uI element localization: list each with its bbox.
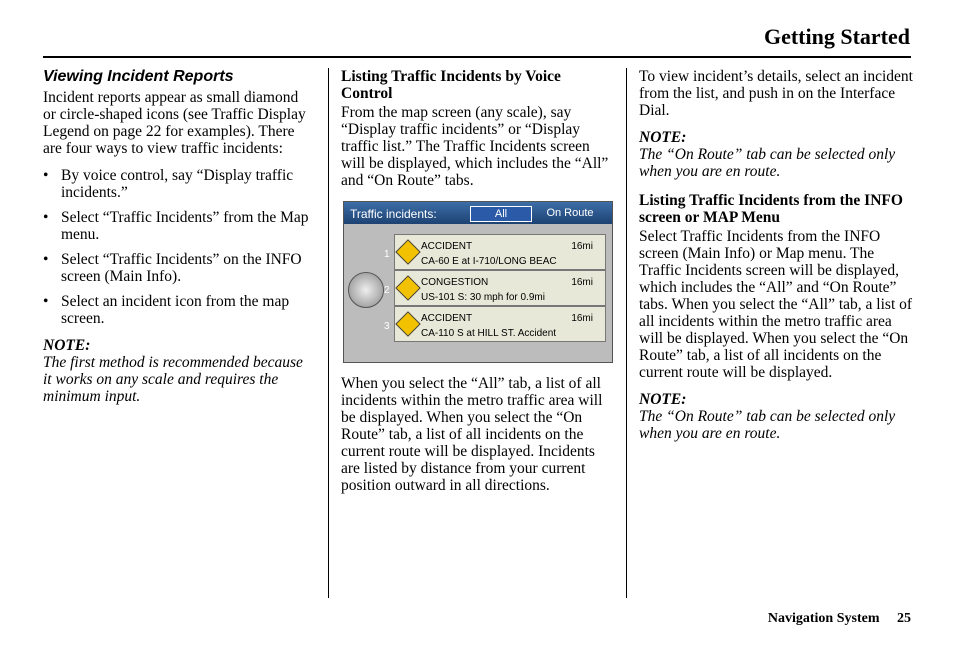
incident-distance: 16mi <box>571 277 593 288</box>
note <box>639 391 914 442</box>
congestion-icon <box>395 275 420 300</box>
screen-body <box>344 224 612 362</box>
incident-row <box>394 234 606 270</box>
column-3 <box>639 68 914 442</box>
section-heading: Listing Traffic Incidents from the INFO screen or MAP Menu <box>639 192 903 226</box>
row-number: 2 <box>384 285 390 296</box>
note-text: The “On Route” tab can be selected only when you are en route. <box>639 408 896 442</box>
header-rule <box>43 56 911 58</box>
column-divider <box>328 68 329 598</box>
paragraph: When you select the “All” tab, a list of all incidents within the metro traffic area will be displayed. When you select the “On Route” tab, a list of all incidents on the current route will be displayed. Incidents are listed by distance from your current position outward in all directions. <box>341 375 603 494</box>
row-number: 1 <box>384 249 390 260</box>
warning-icon <box>395 239 420 264</box>
column-1 <box>43 68 315 405</box>
tab-all: All <box>470 206 532 222</box>
section-heading: Listing Traffic Incidents by Voice Control <box>341 68 561 102</box>
method-list <box>43 167 315 327</box>
note-text: The first method is recommended because it works on any scale and requires the minimum input. <box>43 354 303 405</box>
dial-icon <box>348 272 384 308</box>
section-heading: Viewing Incident Reports <box>43 68 234 85</box>
paragraph: To view incident’s details, select an incident from the list, and push in on the Interface Dial. <box>639 68 913 119</box>
incident-row <box>394 306 606 342</box>
intro-paragraph: Incident reports appear as small diamond or circle-shaped icons (see Traffic Display Legend on page 22 for examples). There are four ways to view traffic incidents: <box>43 89 306 157</box>
note-text: The “On Route” tab can be selected only when you are en route. <box>639 146 896 180</box>
note-label: NOTE: <box>639 129 687 146</box>
incident-row <box>394 270 606 306</box>
list-item: • Select “Traffic Incidents” from the Map menu. <box>43 209 315 243</box>
warning-icon <box>395 311 420 336</box>
note <box>43 337 315 405</box>
incident-type: CONGESTION <box>421 277 489 288</box>
note <box>639 129 914 180</box>
page-footer <box>754 611 911 627</box>
footer-label: Navigation System <box>767 611 880 626</box>
screen-titlebar <box>344 202 612 224</box>
incident-type: ACCIDENT <box>421 313 473 324</box>
paragraph: From the map screen (any scale), say “Display traffic incidents” or “Display traffic list.” The Traffic Incidents screen will be displayed, which includes the “All” and “On Route” tabs. <box>341 104 609 189</box>
page-number: 25 <box>897 611 911 626</box>
paragraph: Select Traffic Incidents from the INFO screen (Main Info) or Map menu. The Traffic Incidents screen will be displayed, which includes the “All” and “On Route” tabs. When you select the “All” tab, a list of all incidents within the metro traffic area will be displayed. When you select the “On Route” tab, a list of all incidents on the current route will be displayed. <box>639 228 913 381</box>
incident-type: ACCIDENT <box>421 241 473 252</box>
incident-detail: CA-110 S at HILL ST. Accident <box>421 328 557 339</box>
note-label: NOTE: <box>639 391 687 408</box>
note-label: NOTE: <box>43 337 91 354</box>
list-item: • By voice control, say “Display traffic incidents.” <box>43 167 315 201</box>
column-divider <box>626 68 627 598</box>
incident-detail: US-101 S: 30 mph for 0.9mi <box>421 292 545 303</box>
column-2 <box>341 68 613 504</box>
incident-distance: 16mi <box>571 313 593 324</box>
list-item: • Select an incident icon from the map screen. <box>43 293 315 327</box>
incident-detail: CA-60 E at I-710/LONG BEAC <box>421 256 557 267</box>
traffic-incidents-screenshot <box>343 201 613 363</box>
list-item: • Select “Traffic Incidents” on the INFO screen (Main Info). <box>43 251 315 285</box>
row-number: 3 <box>384 321 390 332</box>
incident-distance: 16mi <box>571 241 593 252</box>
tab-on-route: On Route <box>546 207 594 219</box>
page-title: Getting Started <box>763 24 910 49</box>
screen-title: Traffic incidents: <box>350 207 437 221</box>
